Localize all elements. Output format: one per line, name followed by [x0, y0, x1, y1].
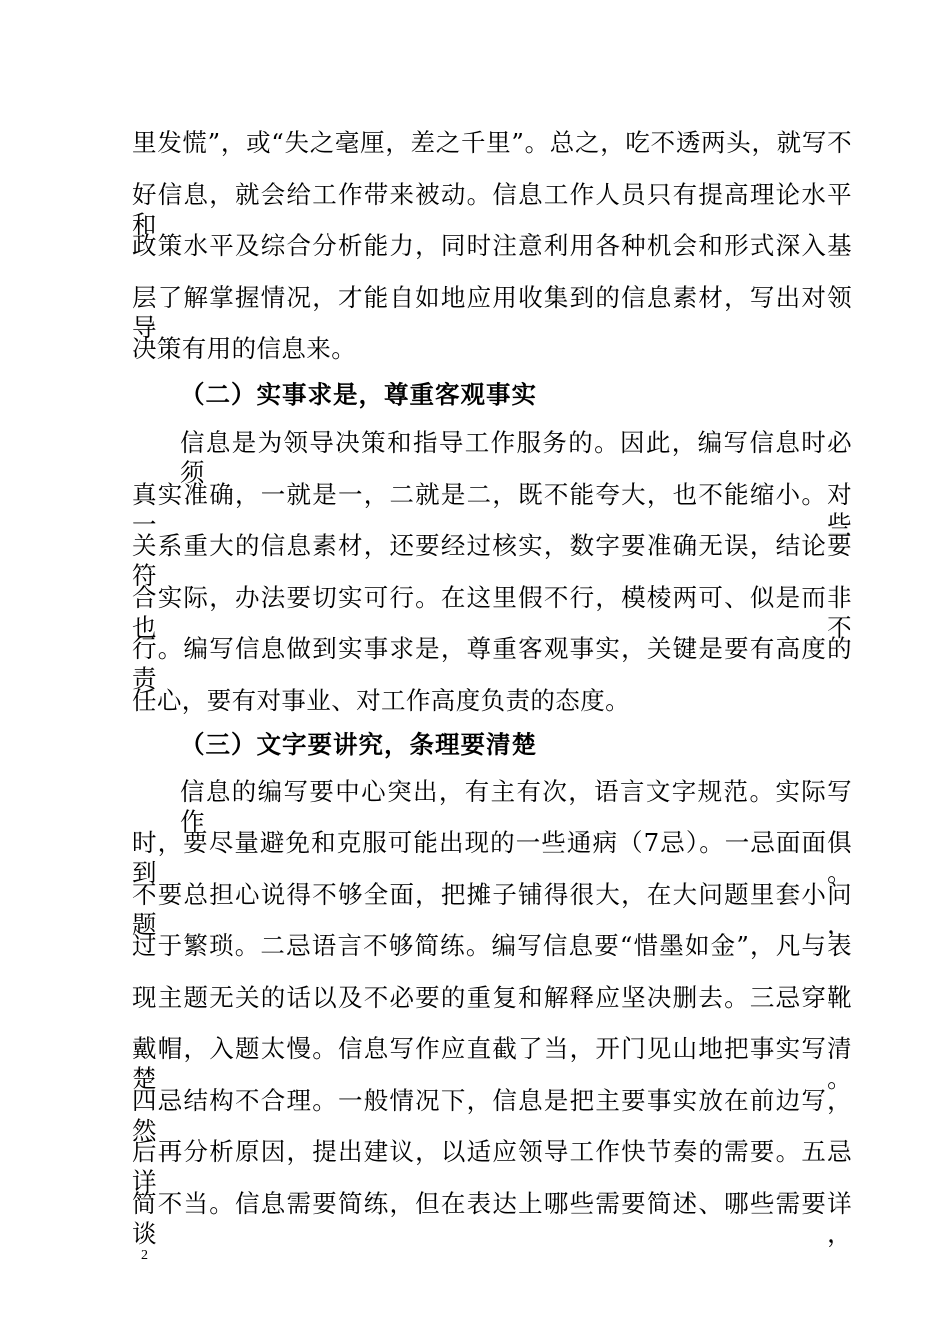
paragraph-line: 好信息，就会给工作带来被动。信息工作人员只有提高理论水平和	[132, 180, 852, 239]
paragraph-line: 行。编写信息做到实事求是，尊重客观事实，关键是要有高度的责	[132, 634, 852, 693]
paragraph-line: 时，要尽量避免和克服可能出现的一些通病（7忌）。一忌面面俱到。	[132, 828, 852, 887]
paragraph-line: 决策有用的信息来。	[132, 334, 357, 363]
paragraph-line: 戴帽，入题太慢。信息写作应直截了当，开门见山地把事实写清楚。	[132, 1034, 852, 1093]
page-number: 2	[141, 1248, 148, 1263]
paragraph-line: 任心，要有对事业、对工作高度负责的态度。	[132, 686, 630, 715]
paragraph-line: 后再分析原因，提出建议，以适应领导工作快节奏的需要。五忌详	[132, 1137, 852, 1196]
paragraph-line: 过于繁琐。二忌语言不够简练。编写信息要“惜墨如金”，凡与表	[132, 931, 852, 960]
paragraph-line: 现主题无关的话以及不必要的重复和解释应坚决删去。三忌穿靴	[132, 983, 852, 1012]
paragraph-line: 关系重大的信息素材，还要经过核实，数字要准确无误，结论要符	[132, 531, 852, 590]
paragraph-line: 合实际，办法要切实可行。在这里假不行，模棱两可、似是而非也不	[132, 583, 852, 642]
paragraph-line: 四忌结构不合理。一般情况下，信息是把主要事实放在前边写，然	[132, 1086, 852, 1145]
paragraph-line: 信息是为领导决策和指导工作服务的。因此，编写信息时必须	[180, 428, 852, 487]
paragraph-line: 层了解掌握情况，才能自如地应用收集到的信息素材，写出对领导	[132, 283, 852, 342]
paragraph-line: 政策水平及综合分析能力，同时注意利用各种机会和形式深入基	[132, 231, 852, 260]
paragraph-line: 简不当。信息需要简练，但在表达上哪些需要简述、哪些需要详谈，	[132, 1189, 852, 1248]
section-heading: （三）文字要讲究，条理要清楚	[180, 730, 537, 759]
paragraph-line: 真实准确，一就是一，二就是二，既不能夸大，也不能缩小。对一些	[132, 480, 852, 539]
paragraph-line: 不要总担心说得不够全面，把摊子铺得很大，在大问题里套小问题，	[132, 880, 852, 939]
paragraph-line: 信息的编写要中心突出，有主有次，语言文字规范。实际写作	[180, 777, 852, 836]
paragraph-line: 里发慌”，或“失之毫厘，差之千里”。总之，吃不透两头，就写不	[132, 128, 852, 157]
section-heading: （二）实事求是，尊重客观事实	[180, 380, 537, 409]
